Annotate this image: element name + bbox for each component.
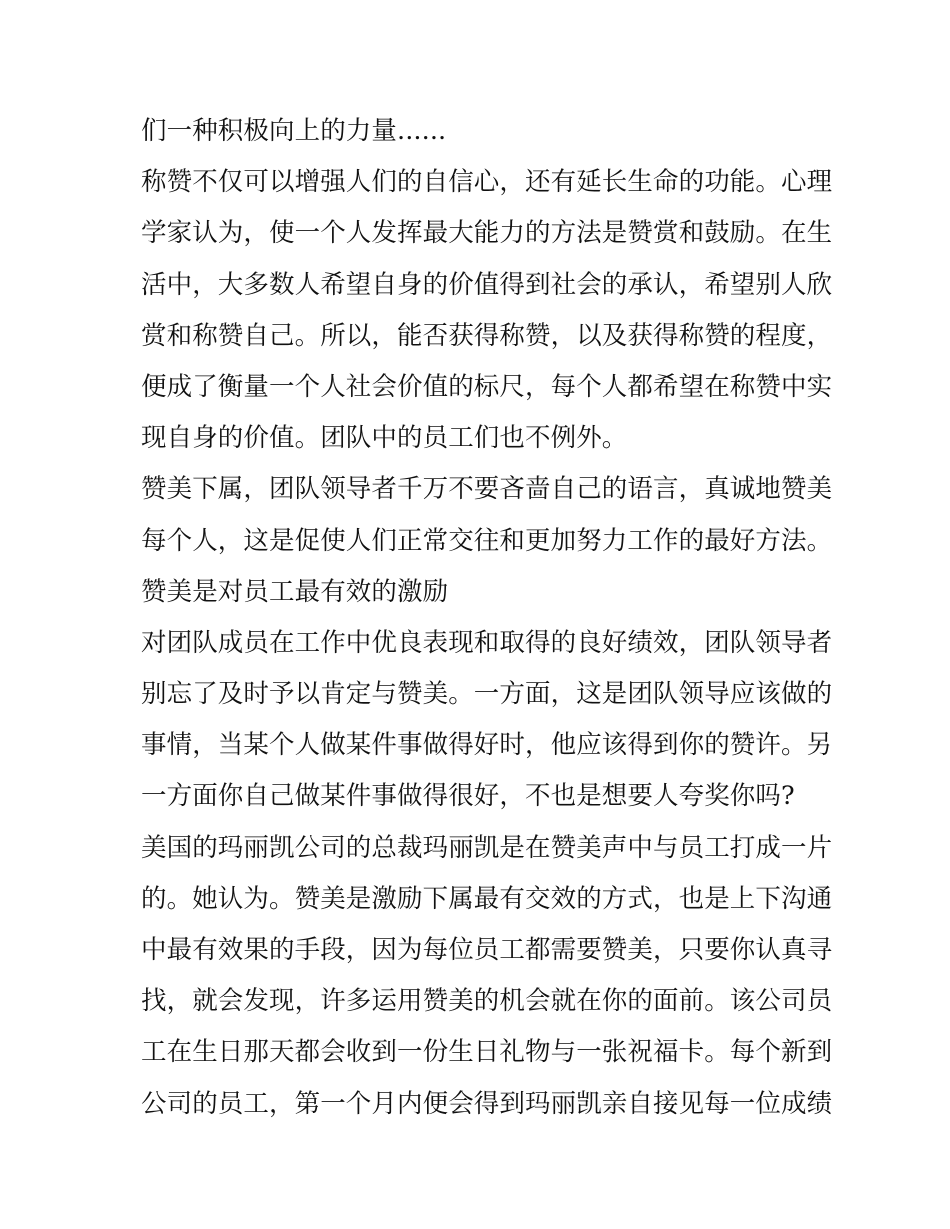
text-line: 每个人，这是促使人们正常交往和更加努力工作的最好方法。 — [141, 525, 833, 556]
section-heading: 赞美是对员工最有效的激励 — [141, 576, 449, 607]
text-line: 现自身的价值。团队中的员工们也不例外。 — [141, 423, 628, 454]
text-line: 们一种积极向上的力量...... — [141, 116, 447, 146]
text-line: 工在生日那天都会收到一份生日礼物与一张祝福卡。每个新到 — [141, 1037, 833, 1068]
text-line: 称赞不仅可以增强人们的自信心，还有延长生命的功能。心理 — [141, 167, 833, 198]
text-line: 便成了衡量一个人社会价值的标尺，每个人都希望在称赞中实 — [141, 371, 833, 402]
text-line: 对团队成员在工作中优良表现和取得的良好绩效，团队领导者 — [141, 627, 833, 658]
text-line: 学家认为，使一个人发挥最大能力的方法是赞赏和鼓励。在生 — [141, 218, 833, 249]
text-line: 公司的员工，第一个月内便会得到玛丽凯亲自接见每一位成绩 — [141, 1088, 833, 1119]
text-line: 事情，当某个人做某件事做得好时，他应该得到你的赞许。另 — [141, 730, 833, 761]
text-line: 的。她认为。赞美是激励下属最有交效的方式，也是上下沟通 — [141, 883, 833, 914]
text-line: 赞美下属，团队领导者千万不要吝啬自己的语言，真诚地赞美 — [141, 474, 833, 505]
text-line: 美国的玛丽凯公司的总裁玛丽凯是在赞美声中与员工打成一片 — [141, 832, 833, 863]
text-line: 中最有效果的手段，因为每位员工都需要赞美，只要你认真寻 — [141, 935, 833, 965]
text-line: 找，就会发现，许多运用赞美的机会就在你的面前。该公司员 — [141, 986, 833, 1017]
text-line: 活中，大多数人希望自身的价值得到社会的承认，希望别人欣 — [141, 269, 833, 300]
document-body-text — [141, 106, 833, 1130]
text-line: 一方面你自己做某件事做得很好，不也是想要人夸奖你吗? — [141, 781, 795, 812]
text-line: 别忘了及时予以肯定与赞美。一方面，这是团队领导应该做的 — [141, 679, 833, 710]
text-line: 赏和称赞自己。所以，能否获得称赞，以及获得称赞的程度， — [141, 320, 833, 351]
